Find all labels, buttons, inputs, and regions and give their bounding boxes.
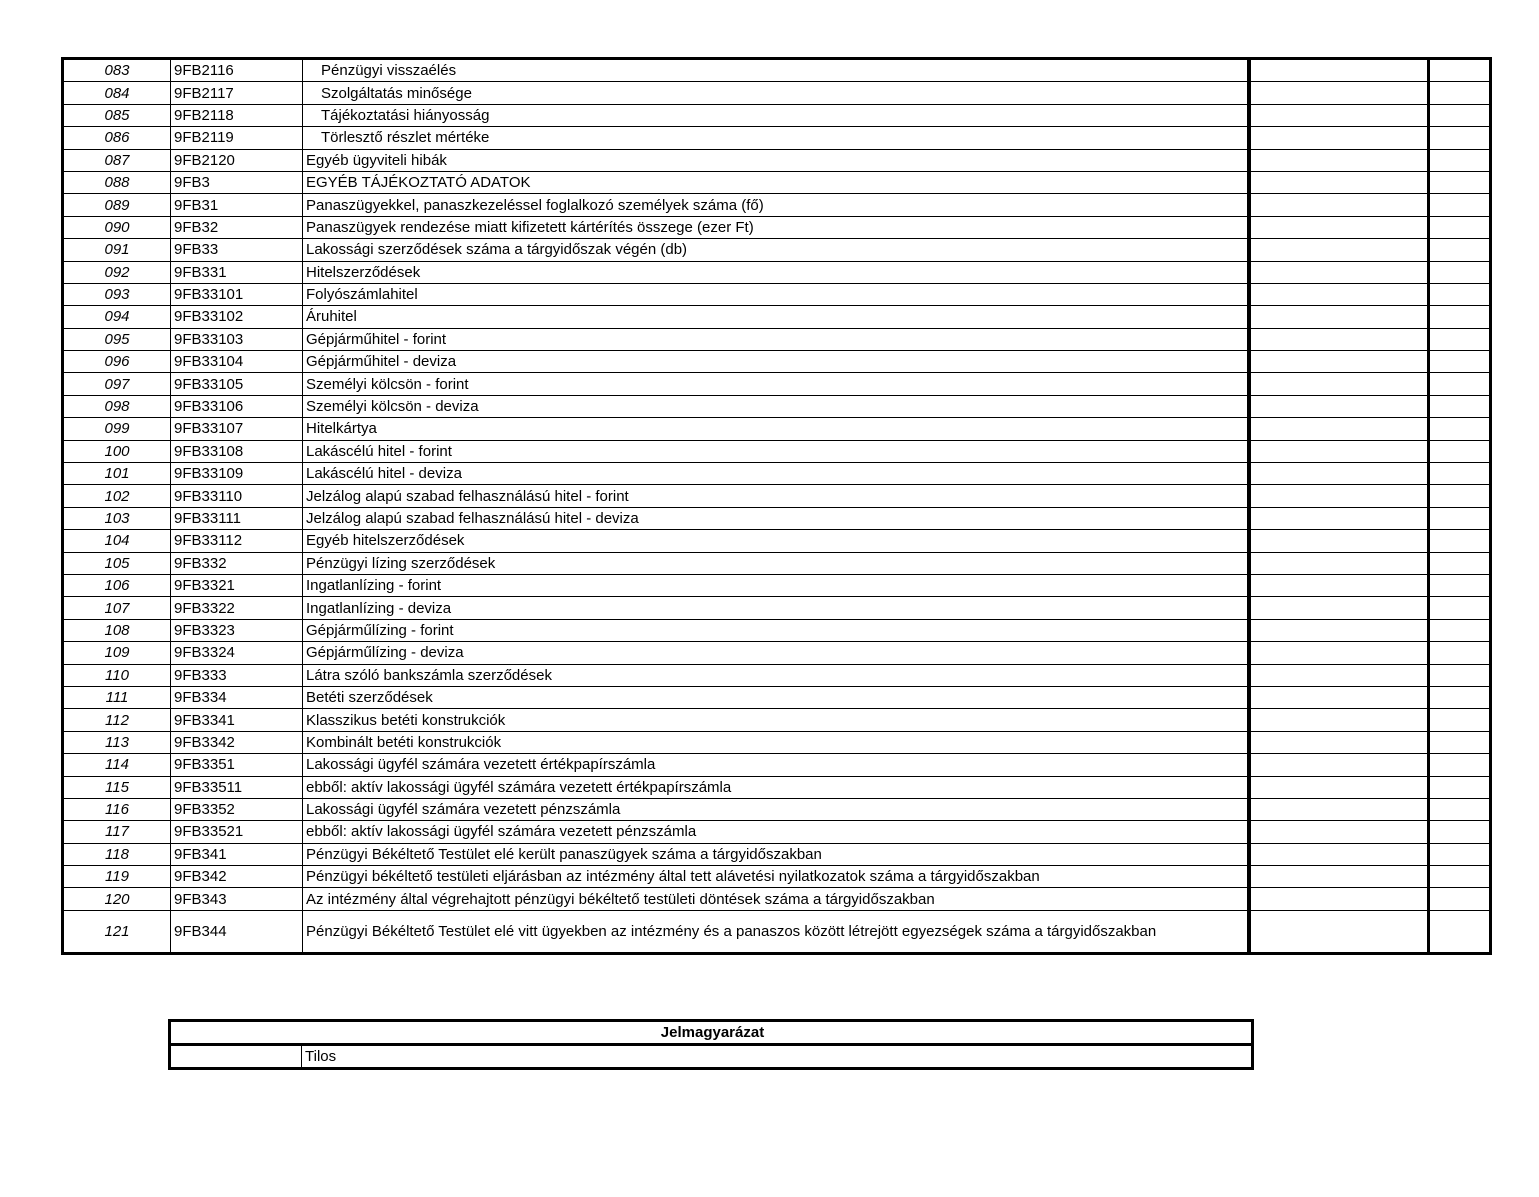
- row-number: 108: [63, 619, 171, 641]
- table-row: [63, 239, 1491, 261]
- value-cell-1: [1249, 149, 1429, 171]
- table-row: [63, 440, 1491, 462]
- value-cell-2: [1429, 776, 1491, 798]
- row-code: 9FB3323: [171, 619, 303, 641]
- value-cell-1: [1249, 754, 1429, 776]
- value-cell-1: [1249, 171, 1429, 193]
- row-code: 9FB333: [171, 664, 303, 686]
- value-cell-2: [1429, 619, 1491, 641]
- value-cell-2: [1429, 709, 1491, 731]
- value-cell-1: [1249, 821, 1429, 843]
- table-row: [63, 866, 1491, 888]
- table-row: [63, 149, 1491, 171]
- row-description: Gépjárműlízing - deviza: [303, 642, 1249, 664]
- value-cell-1: [1249, 127, 1429, 149]
- row-code: 9FB33521: [171, 821, 303, 843]
- value-cell-2: [1429, 754, 1491, 776]
- value-cell-2: [1429, 127, 1491, 149]
- value-cell-1: [1249, 283, 1429, 305]
- row-number: 117: [63, 821, 171, 843]
- row-description: Törlesztő részlet mértéke: [303, 127, 1249, 149]
- row-code: 9FB33102: [171, 306, 303, 328]
- table-row: [63, 798, 1491, 820]
- table-row: [63, 216, 1491, 238]
- value-cell-2: [1429, 239, 1491, 261]
- value-cell-2: [1429, 395, 1491, 417]
- table-row: [63, 888, 1491, 910]
- value-cell-1: [1249, 261, 1429, 283]
- value-cell-2: [1429, 731, 1491, 753]
- row-code: 9FB33107: [171, 418, 303, 440]
- table-row: [63, 306, 1491, 328]
- value-cell-1: [1249, 485, 1429, 507]
- row-number: 118: [63, 843, 171, 865]
- value-cell-2: [1429, 866, 1491, 888]
- value-cell-1: [1249, 731, 1429, 753]
- row-description: Lakáscélú hitel - forint: [303, 440, 1249, 462]
- legend-table: [168, 1019, 1254, 1070]
- row-number: 120: [63, 888, 171, 910]
- row-code: 9FB33109: [171, 463, 303, 485]
- row-number: 099: [63, 418, 171, 440]
- value-cell-2: [1429, 283, 1491, 305]
- value-cell-2: [1429, 463, 1491, 485]
- row-code: 9FB33111: [171, 507, 303, 529]
- row-number: 111: [63, 686, 171, 708]
- row-number: 100: [63, 440, 171, 462]
- row-number: 088: [63, 171, 171, 193]
- value-cell-1: [1249, 328, 1429, 350]
- row-number: 119: [63, 866, 171, 888]
- row-number: 121: [63, 910, 171, 953]
- row-description: Ingatlanlízing - deviza: [303, 597, 1249, 619]
- value-cell-2: [1429, 798, 1491, 820]
- value-cell-1: [1249, 597, 1429, 619]
- value-cell-2: [1429, 821, 1491, 843]
- value-cell-1: [1249, 418, 1429, 440]
- row-description: Pénzügyi Békéltető Testület elé került panaszügyek száma a tárgyidőszakban: [303, 843, 1249, 865]
- row-code: 9FB3341: [171, 709, 303, 731]
- row-number: 091: [63, 239, 171, 261]
- row-code: 9FB33105: [171, 373, 303, 395]
- row-description: Lakossági ügyfél számára vezetett értékpapírszámla: [303, 754, 1249, 776]
- table-row: [63, 664, 1491, 686]
- value-cell-2: [1429, 194, 1491, 216]
- row-description: Hitelkártya: [303, 418, 1249, 440]
- value-cell-1: [1249, 709, 1429, 731]
- value-cell-2: [1429, 104, 1491, 126]
- row-number: 103: [63, 507, 171, 529]
- value-cell-1: [1249, 642, 1429, 664]
- row-code: 9FB2116: [171, 59, 303, 82]
- report-table: [61, 57, 1492, 955]
- legend-row: [170, 1045, 1253, 1069]
- row-code: 9FB3342: [171, 731, 303, 753]
- row-description: Pénzügyi békéltető testületi eljárásban az intézmény által tett alávetési nyilatkozatok száma a tárgyidőszakban: [303, 866, 1249, 888]
- table-row: [63, 418, 1491, 440]
- table-row: [63, 395, 1491, 417]
- value-cell-1: [1249, 395, 1429, 417]
- value-cell-1: [1249, 216, 1429, 238]
- value-cell-2: [1429, 485, 1491, 507]
- table-row: [63, 709, 1491, 731]
- value-cell-1: [1249, 776, 1429, 798]
- value-cell-2: [1429, 574, 1491, 596]
- value-cell-2: [1429, 261, 1491, 283]
- row-description: Betéti szerződések: [303, 686, 1249, 708]
- row-number: 112: [63, 709, 171, 731]
- value-cell-1: [1249, 866, 1429, 888]
- row-description: Folyószámlahitel: [303, 283, 1249, 305]
- row-number: 093: [63, 283, 171, 305]
- row-code: 9FB2117: [171, 82, 303, 104]
- row-description: Hitelszerződések: [303, 261, 1249, 283]
- row-description: Személyi kölcsön - forint: [303, 373, 1249, 395]
- value-cell-1: [1249, 463, 1429, 485]
- value-cell-2: [1429, 597, 1491, 619]
- table-row: [63, 821, 1491, 843]
- row-description: Ingatlanlízing - forint: [303, 574, 1249, 596]
- value-cell-1: [1249, 82, 1429, 104]
- row-code: 9FB33104: [171, 351, 303, 373]
- row-code: 9FB2120: [171, 149, 303, 171]
- value-cell-2: [1429, 328, 1491, 350]
- row-description: EGYÉB TÁJÉKOZTATÓ ADATOK: [303, 171, 1249, 193]
- row-description: Személyi kölcsön - deviza: [303, 395, 1249, 417]
- value-cell-1: [1249, 306, 1429, 328]
- row-code: 9FB33: [171, 239, 303, 261]
- row-number: 116: [63, 798, 171, 820]
- row-code: 9FB33108: [171, 440, 303, 462]
- row-number: 098: [63, 395, 171, 417]
- value-cell-1: [1249, 552, 1429, 574]
- table-row: [63, 642, 1491, 664]
- row-code: 9FB341: [171, 843, 303, 865]
- row-code: 9FB33112: [171, 530, 303, 552]
- value-cell-1: [1249, 194, 1429, 216]
- value-cell-1: [1249, 664, 1429, 686]
- value-cell-2: [1429, 149, 1491, 171]
- value-cell-2: [1429, 59, 1491, 82]
- row-number: 084: [63, 82, 171, 104]
- row-number: 086: [63, 127, 171, 149]
- table-row: [63, 104, 1491, 126]
- row-description: Látra szóló bankszámla szerződések: [303, 664, 1249, 686]
- row-number: 105: [63, 552, 171, 574]
- row-number: 094: [63, 306, 171, 328]
- value-cell-1: [1249, 239, 1429, 261]
- row-code: 9FB344: [171, 910, 303, 953]
- row-number: 083: [63, 59, 171, 82]
- value-cell-2: [1429, 507, 1491, 529]
- row-description: Klasszikus betéti konstrukciók: [303, 709, 1249, 731]
- table-row: [63, 82, 1491, 104]
- table-row: [63, 194, 1491, 216]
- row-code: 9FB331: [171, 261, 303, 283]
- row-code: 9FB3324: [171, 642, 303, 664]
- value-cell-1: [1249, 574, 1429, 596]
- table-row: [63, 373, 1491, 395]
- table-row: [63, 59, 1491, 82]
- row-description: Jelzálog alapú szabad felhasználású hitel - deviza: [303, 507, 1249, 529]
- table-row: [63, 552, 1491, 574]
- row-code: 9FB3: [171, 171, 303, 193]
- table-row: [63, 686, 1491, 708]
- table-row: [63, 127, 1491, 149]
- row-description: Egyéb ügyviteli hibák: [303, 149, 1249, 171]
- row-description: Jelzálog alapú szabad felhasználású hitel - forint: [303, 485, 1249, 507]
- row-description: Panaszügyek rendezése miatt kifizetett kártérítés összege (ezer Ft): [303, 216, 1249, 238]
- row-code: 9FB332: [171, 552, 303, 574]
- table-row: [63, 261, 1491, 283]
- row-description: Kombinált betéti konstrukciók: [303, 731, 1249, 753]
- row-number: 089: [63, 194, 171, 216]
- table-row: [63, 843, 1491, 865]
- value-cell-2: [1429, 910, 1491, 953]
- value-cell-2: [1429, 82, 1491, 104]
- row-number: 096: [63, 351, 171, 373]
- row-code: 9FB2119: [171, 127, 303, 149]
- row-number: 106: [63, 574, 171, 596]
- row-code: 9FB31: [171, 194, 303, 216]
- row-code: 9FB33110: [171, 485, 303, 507]
- value-cell-1: [1249, 798, 1429, 820]
- row-code: 9FB2118: [171, 104, 303, 126]
- table-row: [63, 619, 1491, 641]
- table-row: [63, 597, 1491, 619]
- row-number: 115: [63, 776, 171, 798]
- row-code: 9FB3322: [171, 597, 303, 619]
- value-cell-2: [1429, 552, 1491, 574]
- row-number: 107: [63, 597, 171, 619]
- value-cell-2: [1429, 373, 1491, 395]
- row-number: 087: [63, 149, 171, 171]
- row-description: Szolgáltatás minősége: [303, 82, 1249, 104]
- row-number: 109: [63, 642, 171, 664]
- row-code: 9FB343: [171, 888, 303, 910]
- value-cell-2: [1429, 642, 1491, 664]
- row-description: Panaszügyekkel, panaszkezeléssel foglalkozó személyek száma (fő): [303, 194, 1249, 216]
- row-number: 104: [63, 530, 171, 552]
- table-row: [63, 328, 1491, 350]
- row-description: Áruhitel: [303, 306, 1249, 328]
- value-cell-1: [1249, 686, 1429, 708]
- row-number: 095: [63, 328, 171, 350]
- row-number: 092: [63, 261, 171, 283]
- legend-label: Tilos: [302, 1045, 1253, 1069]
- value-cell-2: [1429, 888, 1491, 910]
- table-row: [63, 731, 1491, 753]
- legend-title: Jelmagyarázat: [170, 1021, 1253, 1045]
- table-row: [63, 910, 1491, 953]
- value-cell-2: [1429, 351, 1491, 373]
- value-cell-2: [1429, 440, 1491, 462]
- row-description: Lakáscélú hitel - deviza: [303, 463, 1249, 485]
- row-description: Az intézmény által végrehajtott pénzügyi békéltető testületi döntések száma a tárgyidőszakban: [303, 888, 1249, 910]
- row-number: 085: [63, 104, 171, 126]
- value-cell-2: [1429, 530, 1491, 552]
- value-cell-1: [1249, 843, 1429, 865]
- row-description: ebből: aktív lakossági ügyfél számára vezetett pénzszámla: [303, 821, 1249, 843]
- value-cell-1: [1249, 59, 1429, 82]
- row-description: Pénzügyi visszaélés: [303, 59, 1249, 82]
- row-description: Pénzügyi lízing szerződések: [303, 552, 1249, 574]
- row-number: 102: [63, 485, 171, 507]
- row-number: 113: [63, 731, 171, 753]
- value-cell-1: [1249, 351, 1429, 373]
- table-body: [63, 59, 1491, 954]
- row-number: 114: [63, 754, 171, 776]
- row-code: 9FB334: [171, 686, 303, 708]
- row-description: Egyéb hitelszerződések: [303, 530, 1249, 552]
- value-cell-1: [1249, 373, 1429, 395]
- row-description: Gépjárműhitel - forint: [303, 328, 1249, 350]
- row-code: 9FB3321: [171, 574, 303, 596]
- value-cell-2: [1429, 216, 1491, 238]
- value-cell-2: [1429, 843, 1491, 865]
- value-cell-1: [1249, 910, 1429, 953]
- row-number: 110: [63, 664, 171, 686]
- legend-swatch: [170, 1045, 302, 1069]
- row-number: 090: [63, 216, 171, 238]
- value-cell-2: [1429, 686, 1491, 708]
- value-cell-2: [1429, 306, 1491, 328]
- row-code: 9FB342: [171, 866, 303, 888]
- row-description: Gépjárműlízing - forint: [303, 619, 1249, 641]
- row-code: 9FB3352: [171, 798, 303, 820]
- value-cell-2: [1429, 418, 1491, 440]
- table-row: [63, 530, 1491, 552]
- value-cell-1: [1249, 530, 1429, 552]
- row-code: 9FB32: [171, 216, 303, 238]
- row-code: 9FB33101: [171, 283, 303, 305]
- row-description: Tájékoztatási hiányosság: [303, 104, 1249, 126]
- row-description: Gépjárműhitel - deviza: [303, 351, 1249, 373]
- value-cell-2: [1429, 171, 1491, 193]
- row-code: 9FB33106: [171, 395, 303, 417]
- row-description: Pénzügyi Békéltető Testület elé vitt ügyekben az intézmény és a panaszos között létrejött egyezségek száma a tárgyidőszakban: [303, 910, 1249, 953]
- row-description: ebből: aktív lakossági ügyfél számára vezetett értékpapírszámla: [303, 776, 1249, 798]
- table-row: [63, 776, 1491, 798]
- table-row: [63, 463, 1491, 485]
- value-cell-1: [1249, 507, 1429, 529]
- value-cell-1: [1249, 888, 1429, 910]
- table-row: [63, 171, 1491, 193]
- table-row: [63, 574, 1491, 596]
- value-cell-1: [1249, 619, 1429, 641]
- row-description: Lakossági szerződések száma a tárgyidőszak végén (db): [303, 239, 1249, 261]
- row-code: 9FB3351: [171, 754, 303, 776]
- row-number: 101: [63, 463, 171, 485]
- table-row: [63, 507, 1491, 529]
- table-row: [63, 351, 1491, 373]
- row-code: 9FB33511: [171, 776, 303, 798]
- value-cell-1: [1249, 104, 1429, 126]
- value-cell-1: [1249, 440, 1429, 462]
- row-code: 9FB33103: [171, 328, 303, 350]
- row-description: Lakossági ügyfél számára vezetett pénzszámla: [303, 798, 1249, 820]
- value-cell-2: [1429, 664, 1491, 686]
- table-row: [63, 283, 1491, 305]
- table-row: [63, 754, 1491, 776]
- row-number: 097: [63, 373, 171, 395]
- legend-header-row: [170, 1021, 1253, 1045]
- table-row: [63, 485, 1491, 507]
